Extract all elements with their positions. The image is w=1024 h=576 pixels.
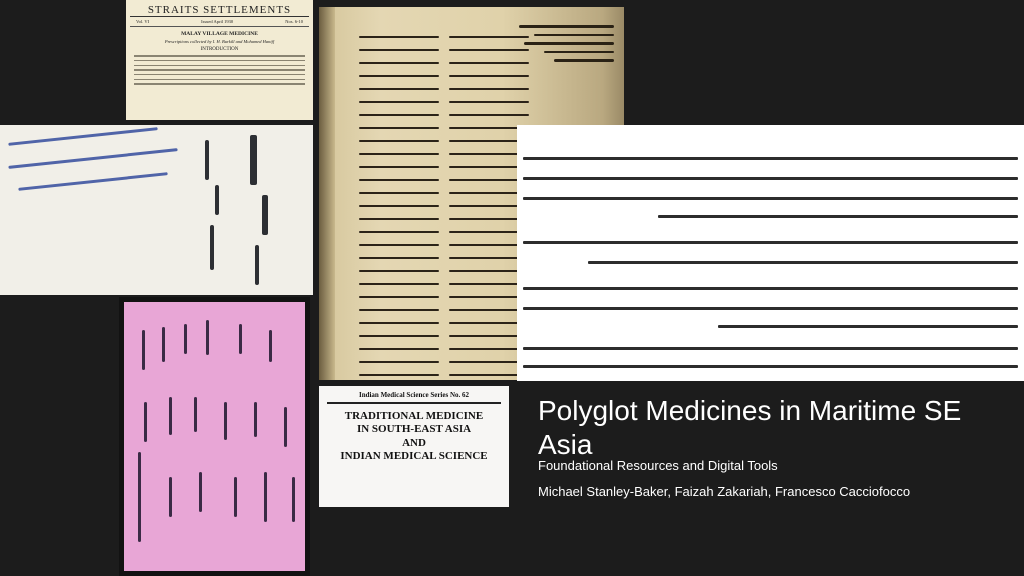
handwritten-column xyxy=(269,330,272,362)
typed-text-line xyxy=(523,287,1018,290)
ink-character-stroke xyxy=(262,195,268,235)
blue-ink-line xyxy=(18,172,167,190)
typed-text-line xyxy=(523,197,1018,200)
typed-text-line xyxy=(588,261,1018,264)
book-cover-rule xyxy=(327,402,501,404)
typed-text-line xyxy=(523,157,1018,160)
handwritten-column xyxy=(264,472,267,522)
typed-text-line xyxy=(718,325,1018,328)
journal-section-heading: INTRODUCTION xyxy=(200,47,239,52)
title-block xyxy=(538,394,1008,499)
handwritten-column xyxy=(234,477,237,517)
ink-character-stroke xyxy=(210,225,214,270)
typed-text-line xyxy=(523,307,1018,310)
handwritten-column xyxy=(138,452,141,542)
handwritten-column xyxy=(169,477,172,517)
ink-character-stroke xyxy=(215,185,219,215)
handwritten-column xyxy=(224,402,227,440)
handwritten-column xyxy=(292,477,295,522)
handwritten-column xyxy=(142,330,145,370)
slide-authors: Michael Stanley-Baker, Faizah Zakariah, Francesco Cacciofocco xyxy=(538,484,911,499)
book-title: TRADITIONAL MEDICINE IN SOUTH-EAST ASIA AND INDIAN MEDICAL SCIENCE xyxy=(340,409,488,462)
journal-masthead: STRAITS SETTLEMENTS xyxy=(130,0,309,17)
slide-title: Polyglot Medicines in Maritime SE Asia xyxy=(538,395,962,460)
handwritten-column xyxy=(169,397,172,435)
journal-body-text xyxy=(134,55,305,85)
typed-jawi-text-image xyxy=(517,125,1024,381)
handwritten-column xyxy=(239,324,242,354)
ink-character-stroke xyxy=(205,140,209,180)
journal-volume: Vol. VI xyxy=(136,19,150,24)
handwritten-notes-image xyxy=(0,125,313,295)
slide-subtitle: Foundational Resources and Digital Tools xyxy=(538,458,778,473)
journal-byline: Prescriptions collected by I. H. Burkill and Mohamed Haniff xyxy=(164,39,275,44)
typed-text-line xyxy=(523,177,1018,180)
book-cover-image xyxy=(319,386,509,507)
manuscript-binding-fold xyxy=(319,7,335,380)
handwritten-column xyxy=(184,324,187,354)
straits-settlements-journal-image xyxy=(126,0,313,120)
journal-numbers: Nos. 6-10 xyxy=(285,19,303,24)
handwritten-column xyxy=(206,320,209,355)
handwritten-column xyxy=(162,327,165,362)
handwritten-column xyxy=(284,407,287,447)
ink-character-stroke xyxy=(250,135,257,185)
pink-paper xyxy=(124,302,305,571)
pink-chinese-manuscript-image xyxy=(119,297,310,576)
handwritten-column xyxy=(199,472,202,512)
typed-text-line xyxy=(658,215,1018,218)
ink-character-stroke xyxy=(255,245,259,285)
journal-issued: Issued April 1930 xyxy=(201,19,234,24)
manuscript-column-left xyxy=(359,25,439,380)
handwritten-column xyxy=(254,402,257,437)
blue-ink-line xyxy=(8,127,157,145)
journal-article-heading: MALAY VILLAGE MEDICINE xyxy=(181,31,258,37)
typed-text-line xyxy=(523,347,1018,350)
handwritten-column xyxy=(194,397,197,432)
book-series-label: Indian Medical Science Series No. 62 xyxy=(358,391,470,399)
typed-text-line xyxy=(523,241,1018,244)
journal-meta-row xyxy=(130,17,309,27)
typed-text-line xyxy=(523,365,1018,368)
handwritten-column xyxy=(144,402,147,442)
blue-ink-line xyxy=(8,148,177,168)
